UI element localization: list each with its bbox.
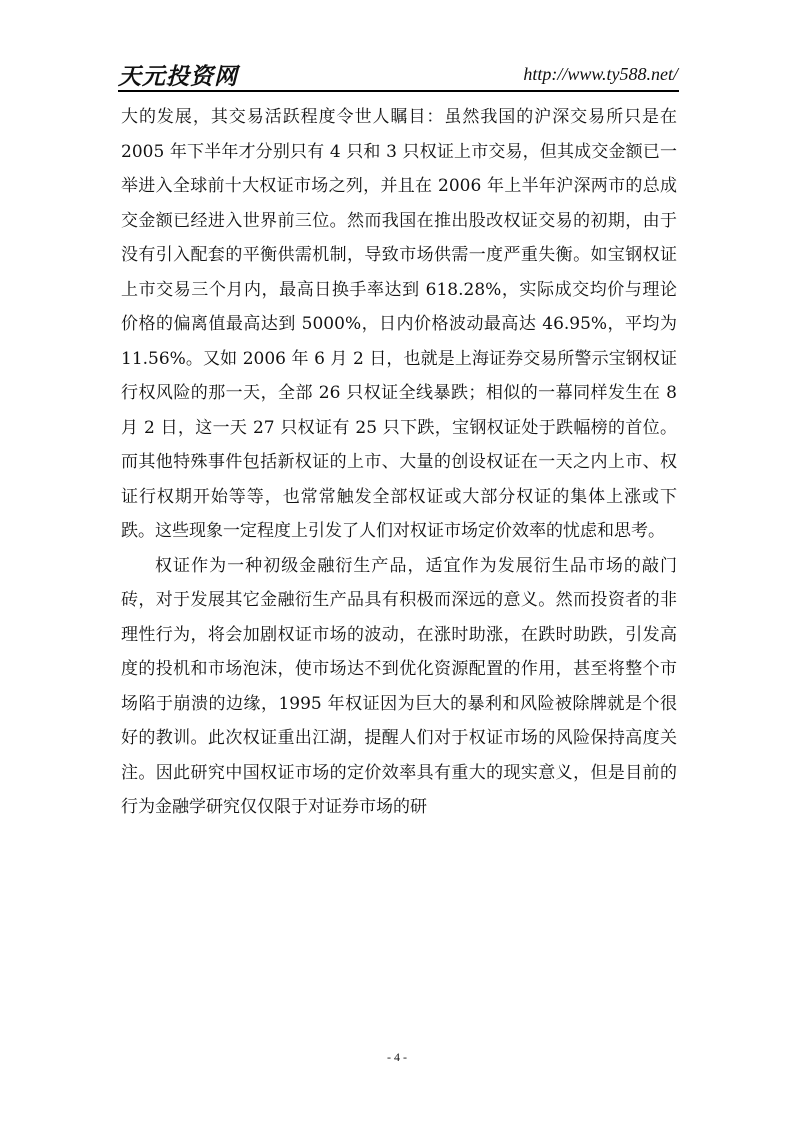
body-text [121,100,677,825]
page-header [118,56,678,90]
page-number: - 4 - [387,1050,407,1064]
site-name: 天元投资网 [118,63,238,90]
paragraph-1: 大的发展，其交易活跃程度令世人瞩目：虽然我国的沪深交易所只是在 2005 年下半年才分别只有 4 只和 3 只权证上市交易，但其成交金额已一举进入全球前十大权证市场之列，并且在 2006 年上半年沪深两市的总成交金额已经进入世界前三位。然而我国在推出股改权证交易的初期，由于没有引入配套的平衡供需机制，导致市场供需一度严重失衡。如宝钢权证上市交易三个月内，最高日换手率达到 618.28%，实际成交均价与理论价格的偏离值最高达到 5000%，日内价格波动最高达 46.95%，平均为 11.56%。又如 2006 年 6 月 2 日，也就是上海证券交易所警示宝钢权证行权风险的那一天，全部 26 只权证全线暴跌；相似的一幕同样发生在 8 月 2 日，这一天 27 只权证有 25 只下跌，宝钢权证处于跌幅榜的首位。而其他特殊事件包括新权证的上市、大量的创设权证在一天之内上市、权证行权期开始等等，也常常触发全部权证或大部分权证的集体上涨或下跌。这些现象一定程度上引发了人们对权证市场定价效率的忧虑和思考。 [121,107,677,541]
header-divider [118,90,679,92]
paragraph-2: 权证作为一种初级金融衍生产品，适宜作为发展衍生品市场的敲门砖，对于发展其它金融衍生产品具有积极而深远的意义。然而投资者的非理性行为，将会加剧权证市场的波动，在涨时助涨，在跌时助跌，引发高度的投机和市场泡沫，使市场达不到优化资源配置的作用，甚至将整个市场陷于崩溃的边缘，1995 年权证因为巨大的暴利和风险被除牌就是个很好的教训。此次权证重出江湖，提醒人们对于权证市场的风险保持高度关注。因此研究中国权证市场的定价效率具有重大的现实意义，但是目前的行为金融学研究仅仅限于对证券市场的研 [121,555,677,817]
site-url[interactable]: http://www.ty588.net/ [523,64,678,84]
